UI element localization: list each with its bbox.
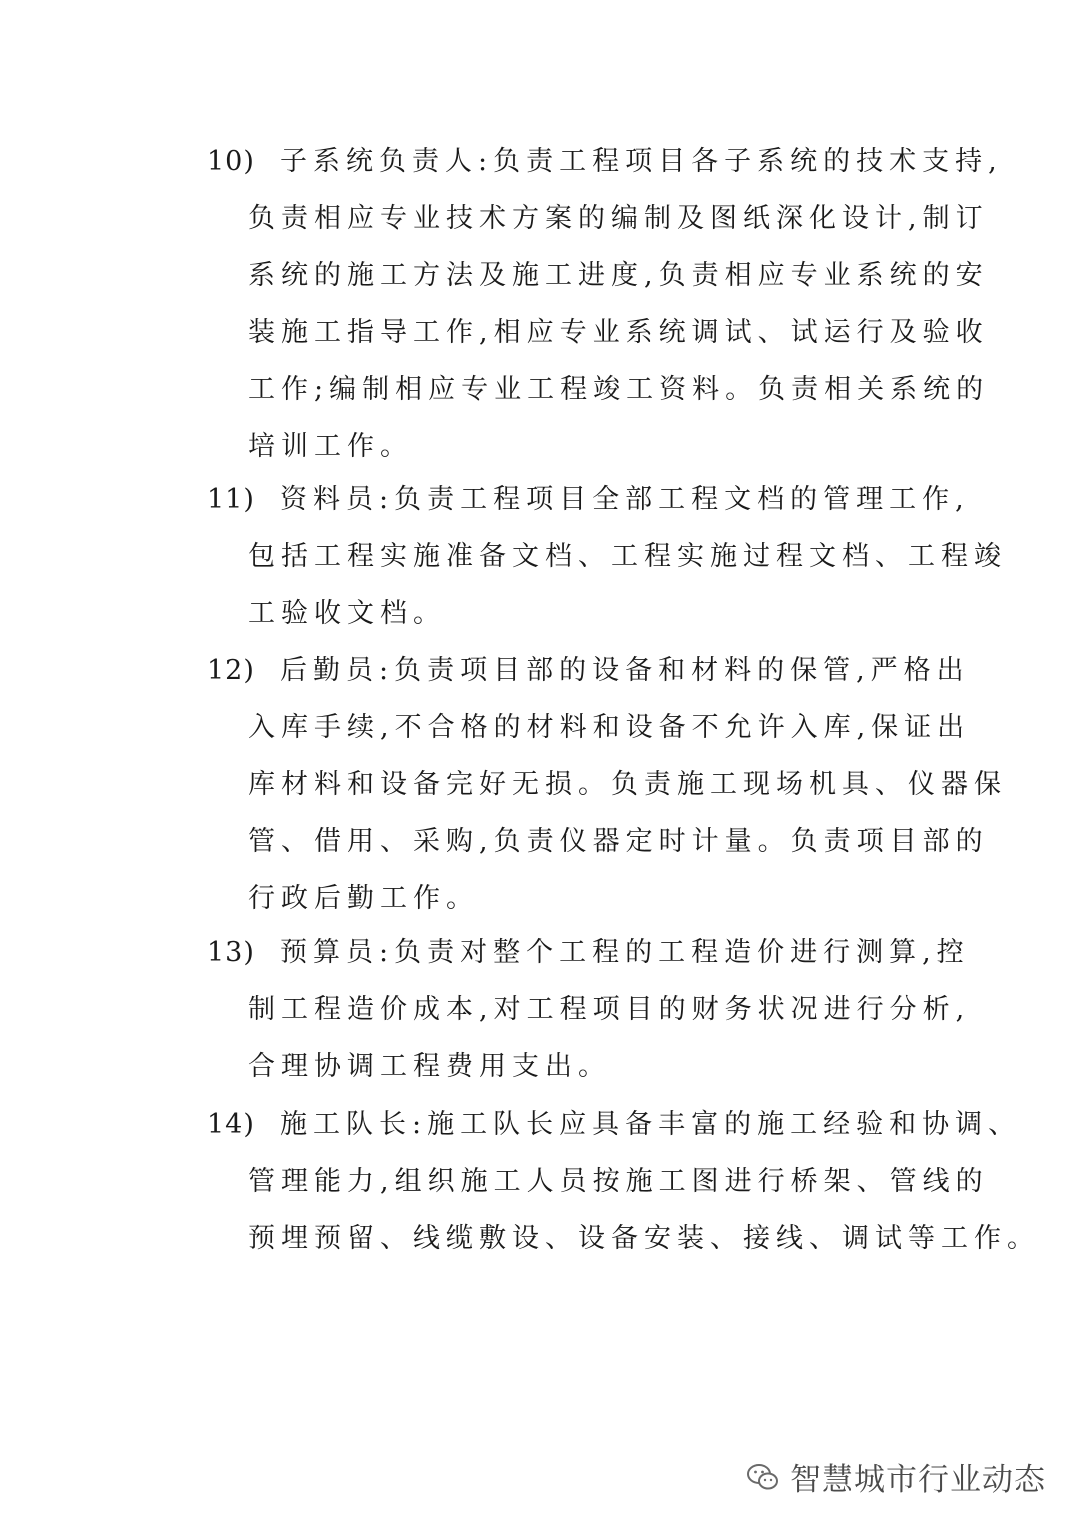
- item-line: 管、借用、采购,负责仪器定时计量。负责项目部的: [248, 826, 989, 857]
- item-line: 预埋预留、线缆敷设、设备安装、接线、调试等工作。: [248, 1223, 1040, 1254]
- list-item: [207, 924, 971, 1095]
- list-item: [207, 471, 1007, 642]
- list-item: [207, 133, 1003, 475]
- item-line: 子系统负责人:负责工程项目各子系统的技术支持,: [280, 146, 1003, 177]
- item-line: 预算员:负责对整个工程的工程造价进行测算,控: [280, 937, 970, 968]
- item-number: 14): [207, 1109, 255, 1140]
- item-number: 11): [207, 484, 255, 515]
- item-line: 行政后勤工作。: [248, 883, 479, 914]
- item-line: 库材料和设备完好无损。负责施工现场机具、仪器保: [248, 769, 1007, 800]
- list-item: [207, 642, 1007, 927]
- item-line: 后勤员:负责项目部的设备和材料的保管,严格出: [280, 655, 970, 686]
- item-line: 装施工指导工作,相应专业系统调试、试运行及验收: [248, 317, 989, 348]
- item-line: 工作;编制相应专业工程竣工资料。负责相关系统的: [248, 374, 990, 405]
- wechat-icon: [746, 1462, 780, 1492]
- item-line: 工验收文档。: [248, 598, 446, 629]
- item-line: 负责相应专业技术方案的编制及图纸深化设计,制订: [248, 203, 989, 234]
- item-line: 合理协调工程费用支出。: [248, 1051, 611, 1082]
- item-number: 10): [207, 146, 255, 177]
- watermark-text: 智慧城市行业动态: [790, 1462, 1046, 1498]
- item-line: 包括工程实施准备文档、工程实施过程文档、工程竣: [248, 541, 1007, 572]
- item-number: 13): [207, 937, 255, 968]
- list-item: [207, 1096, 1040, 1267]
- item-number: 12): [207, 655, 255, 686]
- item-line: 资料员:负责工程项目全部工程文档的管理工作,: [280, 484, 970, 515]
- item-line: 入库手续,不合格的材料和设备不允许入库,保证出: [248, 712, 971, 743]
- watermark: [746, 1454, 1046, 1499]
- item-line: 制工程造价成本,对工程项目的财务状况进行分析,: [248, 994, 971, 1025]
- item-line: 系统的施工方法及施工进度,负责相应专业系统的安: [248, 260, 989, 291]
- item-line: 施工队长:施工队长应具备丰富的施工经验和协调、: [280, 1109, 1022, 1140]
- item-line: 管理能力,组织施工人员按施工图进行桥架、管线的: [248, 1166, 989, 1197]
- item-line: 培训工作。: [248, 431, 413, 462]
